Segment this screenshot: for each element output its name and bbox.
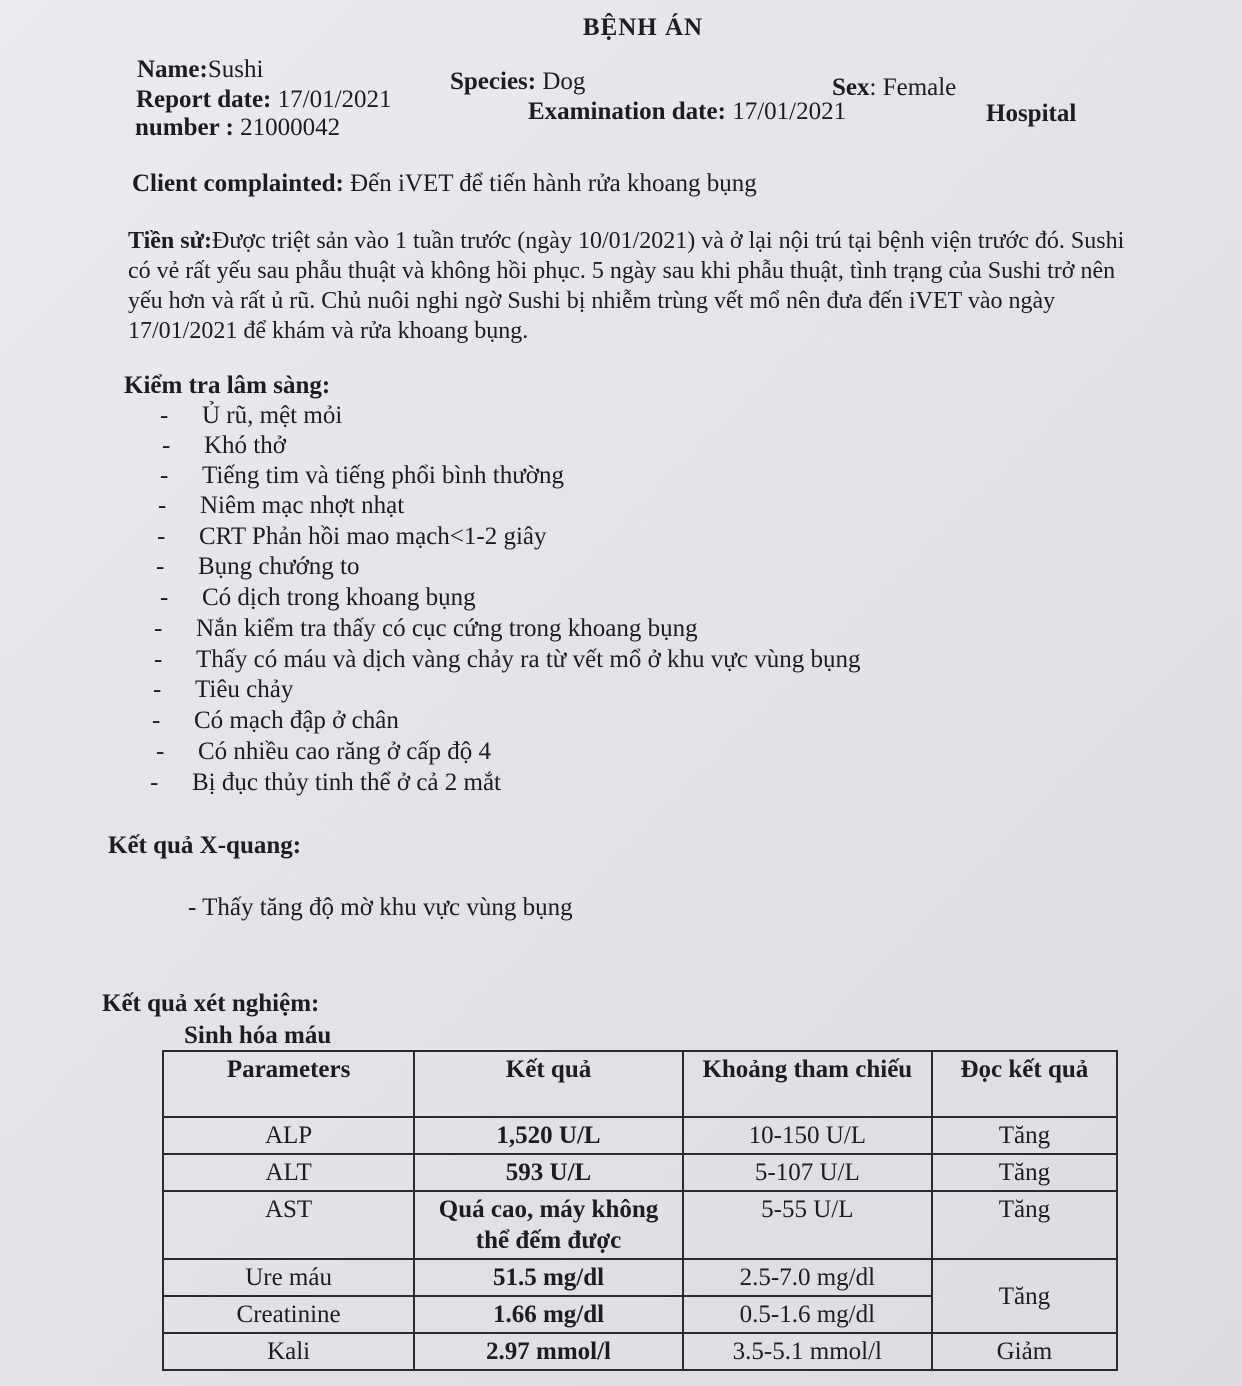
- history-label: Tiền sử:: [128, 228, 212, 254]
- param-cell: ALP: [163, 1117, 414, 1154]
- complaint-line: [132, 170, 757, 198]
- clinical-item: - CRT Phản hồi mao mạch<1-2 giây: [157, 523, 547, 550]
- clinical-item: - Bụng chướng to: [156, 553, 360, 580]
- number-value: 21000042: [240, 114, 341, 141]
- clinical-item: - Có dịch trong khoang bụng: [160, 584, 476, 611]
- clinical-item: - Nắn kiểm tra thấy có cục cứng trong khoang bụng: [154, 615, 698, 642]
- reading-cell: Tăng: [932, 1154, 1117, 1191]
- sex-value: : Female: [869, 74, 957, 101]
- species-value: Dog: [542, 68, 586, 95]
- reading-cell: Tăng: [932, 1191, 1117, 1259]
- range-cell: 3.5-5.1 mmol/l: [683, 1333, 932, 1370]
- lab-heading: Kết quả xét nghiệm:: [102, 990, 320, 1017]
- hospital-label: Hospital: [986, 100, 1077, 127]
- sex-line: [832, 74, 956, 102]
- result-cell: 1.66 mg/dl: [414, 1296, 683, 1333]
- range-cell: 10-150 U/L: [683, 1117, 932, 1154]
- reading-cell: Tăng: [932, 1117, 1117, 1154]
- column-header: Đọc kết quả: [932, 1051, 1117, 1117]
- result-cell: 593 U/L: [414, 1154, 683, 1191]
- report-date-label: Report date:: [136, 86, 272, 113]
- number-line: [135, 114, 340, 142]
- clinical-item: - Tiêu chảy: [153, 676, 294, 703]
- name-label: Name:: [137, 56, 208, 83]
- lab-subtitle: Sinh hóa máu: [184, 1022, 332, 1049]
- clinical-item: - Ủ rũ, mệt mỏi: [160, 402, 343, 429]
- xray-heading: Kết quả X-quang:: [108, 832, 302, 859]
- range-cell: 0.5-1.6 mg/dl: [683, 1296, 932, 1333]
- complaint-text: Đến iVET để tiến hành rửa khoang bụng: [350, 170, 757, 197]
- clinical-item: - Có mạch đập ở chân: [152, 707, 399, 734]
- result-cell: Quá cao, máy không thể đếm được: [414, 1191, 683, 1259]
- table-header-row: [163, 1051, 1117, 1117]
- result-cell: 2.97 mmol/l: [414, 1333, 683, 1370]
- result-cell: 1,520 U/L: [414, 1117, 683, 1154]
- clinical-item: - Khó thở: [162, 432, 286, 459]
- report-date-value: 17/01/2021: [277, 86, 392, 113]
- range-cell: 5-55 U/L: [683, 1191, 932, 1259]
- exam-date-value: 17/01/2021: [732, 98, 847, 125]
- complaint-label: Client complainted:: [132, 170, 344, 197]
- range-cell: 2.5-7.0 mg/dl: [683, 1259, 932, 1296]
- column-header: Khoảng tham chiếu: [683, 1051, 932, 1117]
- reading-cell: Giảm: [932, 1333, 1117, 1370]
- table-row: [163, 1259, 1117, 1296]
- column-header: Parameters: [163, 1051, 414, 1117]
- table-row: [163, 1154, 1117, 1191]
- param-cell: AST: [163, 1191, 414, 1259]
- column-header: Kết quả: [414, 1051, 683, 1117]
- clinical-item: - Tiếng tim và tiếng phổi bình thường: [160, 462, 564, 489]
- reading-cell: Tăng: [932, 1259, 1117, 1333]
- clinical-item: - Niêm mạc nhợt nhạt: [158, 492, 405, 519]
- clinical-item: - Có nhiều cao răng ở cấp độ 4: [156, 738, 491, 765]
- clinical-heading: Kiểm tra lâm sàng:: [124, 372, 331, 399]
- result-cell: 51.5 mg/dl: [414, 1259, 683, 1296]
- report-date-line: [136, 86, 392, 114]
- range-cell: 5-107 U/L: [683, 1154, 932, 1191]
- number-label: number :: [135, 114, 234, 141]
- species-line: [450, 68, 585, 96]
- biochemistry-table: [162, 1050, 1118, 1371]
- table-row: [163, 1117, 1117, 1154]
- sex-label: Sex: [832, 74, 870, 101]
- clinical-item: - Bị đục thủy tinh thể ở cả 2 mắt: [150, 769, 501, 796]
- history-text: Được triệt sản vào 1 tuần trước (ngày 10/01/2021) và ở lại nội trú tại bệnh viện trước đó. Sushi có vẻ rất yếu sau phẫu thuật và không hồi phục. 5 ngày sau khi phẫu thuật, tình trạng của Sushi trở nên yếu hơn và rất ủ rũ. Chủ nuôi nghi ngờ Sushi bị nhiễm trùng vết mổ nên đưa đến iVET vào ngày 17/01/2021 để khám và rửa khoang bụng.: [128, 228, 1125, 344]
- clinical-item: - Thấy có máu và dịch vàng chảy ra từ vết mổ ở khu vực vùng bụng: [154, 646, 861, 673]
- param-cell: Ure máu: [163, 1259, 414, 1296]
- history-paragraph: [128, 226, 1128, 346]
- table-row: [163, 1191, 1117, 1259]
- exam-date-label: Examination date:: [528, 98, 726, 125]
- param-cell: ALT: [163, 1154, 414, 1191]
- param-cell: Kali: [163, 1333, 414, 1370]
- table-row: [163, 1333, 1117, 1370]
- param-cell: Creatinine: [163, 1296, 414, 1333]
- species-label: Species:: [450, 68, 537, 95]
- name-line: [137, 56, 263, 84]
- xray-finding: - Thấy tăng độ mờ khu vực vùng bụng: [188, 894, 573, 921]
- exam-date-line: [528, 98, 846, 126]
- page-title: BỆNH ÁN: [582, 14, 704, 41]
- name-value: Sushi: [207, 56, 264, 83]
